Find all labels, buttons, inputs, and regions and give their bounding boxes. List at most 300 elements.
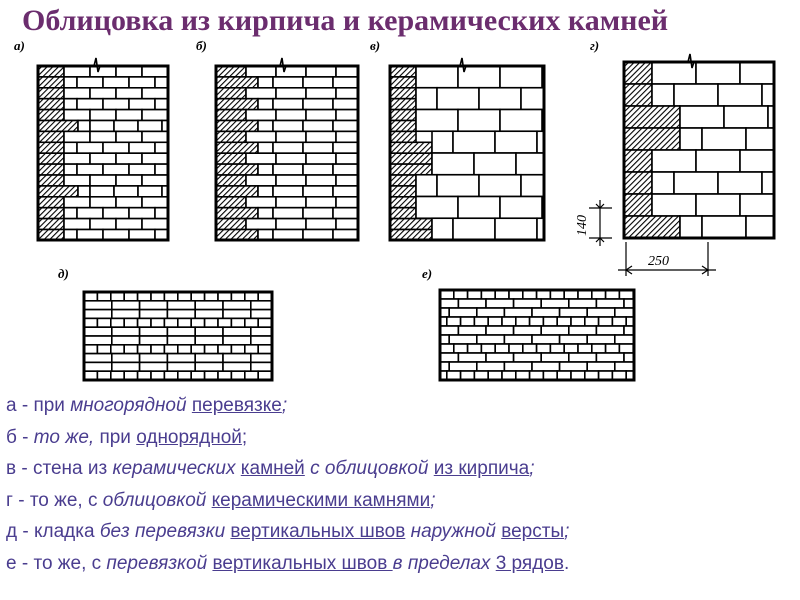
ceramic-stone	[652, 150, 696, 172]
hatched-facing-brick	[390, 153, 432, 164]
brick	[246, 153, 276, 164]
brick	[303, 142, 333, 153]
brick	[336, 131, 358, 142]
hatched-facing-brick	[216, 77, 258, 88]
hatched-facing-brick	[216, 208, 258, 219]
stretcher-brick	[195, 310, 223, 319]
stretcher-brick	[440, 353, 458, 362]
stretcher-brick	[477, 308, 505, 317]
brick	[142, 175, 168, 186]
brick	[246, 66, 276, 77]
hatched-facing-brick	[390, 175, 416, 186]
brick	[276, 197, 306, 208]
header-brick	[97, 345, 110, 354]
hatched-facing-brick	[38, 164, 64, 175]
brick	[116, 88, 142, 99]
hatched-facing-brick	[38, 131, 64, 142]
brick	[333, 186, 358, 197]
figure-label-v: в)	[370, 38, 381, 53]
brick	[78, 186, 90, 197]
brick	[116, 153, 142, 164]
ceramic-stone	[416, 110, 458, 132]
stretcher-brick	[587, 362, 615, 371]
brick	[306, 219, 336, 230]
brick	[64, 88, 90, 99]
stretcher-brick	[449, 335, 477, 344]
stretcher-brick	[251, 327, 272, 336]
header-brick	[218, 318, 231, 327]
ceramic-stone	[724, 106, 768, 128]
brick	[64, 142, 77, 153]
hatched-facing-brick	[216, 142, 258, 153]
brick	[103, 99, 129, 110]
brick	[303, 208, 333, 219]
brick	[77, 142, 103, 153]
brick	[306, 88, 336, 99]
header-brick	[84, 318, 97, 327]
stretcher-brick	[504, 335, 532, 344]
stretcher-brick	[541, 299, 569, 308]
header-brick	[218, 345, 231, 354]
hatched-facing-brick	[390, 77, 416, 88]
header-brick	[578, 344, 592, 353]
brick	[276, 219, 306, 230]
hatched-facing-brick	[390, 131, 416, 142]
stretcher-brick	[140, 354, 168, 363]
legend-text: б -	[6, 426, 34, 448]
header-brick	[447, 317, 461, 326]
stretcher-brick	[84, 362, 112, 371]
brick	[246, 219, 276, 230]
hatched-facing-brick	[216, 197, 246, 208]
ceramic-stone	[674, 84, 718, 106]
hatched-facing-brick	[216, 175, 246, 186]
brick	[333, 99, 358, 110]
brick	[142, 110, 168, 121]
brick	[64, 164, 77, 175]
stretcher-brick	[615, 362, 634, 371]
brick	[142, 219, 168, 230]
header-brick	[612, 317, 626, 326]
facade-e-bond-within-3-rows	[440, 290, 634, 380]
ceramic-stone	[416, 66, 458, 88]
brick	[138, 186, 162, 197]
legend-text: ;	[241, 426, 248, 448]
hatched-facing-brick	[390, 219, 432, 230]
hatched-facing-brick	[38, 66, 64, 77]
hatched-facing-brick	[38, 99, 64, 110]
hatched-facing-brick	[390, 88, 416, 99]
legend-text: ;	[281, 395, 288, 416]
legend-text: керамических	[112, 458, 236, 479]
ceramic-stone	[740, 150, 774, 172]
ceramic-stone	[432, 131, 453, 153]
brick	[142, 153, 168, 164]
brick	[303, 164, 333, 175]
stretcher-brick	[223, 327, 251, 336]
header-brick	[205, 318, 218, 327]
width-dimension	[618, 242, 716, 276]
header-brick	[245, 318, 258, 327]
stretcher-brick	[560, 308, 588, 317]
brick	[103, 142, 129, 153]
stretcher-brick	[541, 326, 569, 335]
legend-text: вертикальных швов	[212, 552, 393, 574]
ceramic-stone	[746, 216, 774, 238]
stretcher-brick	[112, 362, 140, 371]
header-brick	[258, 345, 271, 354]
brick	[258, 121, 273, 132]
brick	[246, 131, 276, 142]
wall-a-multirow-bond	[38, 58, 168, 240]
ceramic-stone	[652, 62, 696, 84]
brick	[64, 77, 77, 88]
brick	[77, 164, 103, 175]
header-brick	[205, 345, 218, 354]
stretcher-brick	[532, 335, 560, 344]
header-brick	[245, 345, 258, 354]
brick	[78, 121, 90, 132]
legend-item	[6, 485, 796, 517]
hatched-facing-brick	[390, 110, 416, 121]
brick	[246, 197, 276, 208]
hatched-facing-brick	[390, 66, 416, 77]
stretcher-brick	[477, 335, 505, 344]
stretcher-brick	[458, 299, 486, 308]
hatched-ceramic-facing	[624, 106, 680, 128]
brick	[276, 88, 306, 99]
brick	[129, 142, 155, 153]
stretcher-brick	[195, 327, 223, 336]
brick	[64, 99, 77, 110]
brick	[303, 186, 333, 197]
ceramic-stone	[453, 131, 495, 153]
brick	[333, 77, 358, 88]
brick	[246, 175, 276, 186]
legend-text: 3 рядов	[495, 552, 564, 574]
stretcher-brick	[458, 326, 486, 335]
stretcher-brick	[514, 353, 542, 362]
header-brick	[111, 318, 124, 327]
header-brick	[151, 318, 164, 327]
brick	[114, 186, 138, 197]
header-brick	[474, 317, 488, 326]
stretcher-brick	[458, 353, 486, 362]
header-brick	[461, 317, 475, 326]
brick	[103, 164, 129, 175]
brick	[273, 121, 303, 132]
stretcher-brick	[112, 310, 140, 319]
stretcher-brick	[167, 310, 195, 319]
ceramic-stone	[495, 131, 537, 153]
brick	[258, 208, 273, 219]
legend-text: в пределах	[392, 552, 491, 574]
hatched-facing-brick	[216, 131, 246, 142]
brick	[129, 208, 155, 219]
ceramic-stone	[762, 84, 774, 106]
header-brick	[530, 317, 544, 326]
stretcher-brick	[560, 335, 588, 344]
header-brick	[178, 318, 191, 327]
ceramic-stone	[696, 194, 740, 216]
legend-text: многорядной	[70, 395, 187, 416]
header-brick	[231, 318, 244, 327]
stretcher-brick	[223, 354, 251, 363]
header-brick	[440, 344, 454, 353]
figure-label-g: г)	[590, 38, 600, 53]
stretcher-brick	[140, 310, 168, 319]
brick	[306, 153, 336, 164]
brick	[64, 131, 90, 142]
stretcher-brick	[504, 362, 532, 371]
stretcher-brick	[615, 335, 634, 344]
ceramic-stone	[521, 175, 544, 197]
stretcher-brick	[84, 336, 112, 345]
hatched-facing-brick	[216, 88, 246, 99]
brick	[77, 99, 103, 110]
ceramic-stone	[740, 194, 774, 216]
stretcher-brick	[84, 327, 112, 336]
brick	[155, 208, 168, 219]
hatched-facing-brick	[38, 208, 64, 219]
hatched-facing-brick	[38, 88, 64, 99]
legend-text: .	[563, 552, 570, 574]
legend-text: в - стена из	[6, 458, 113, 479]
ceramic-stone	[652, 194, 696, 216]
stretcher-brick	[477, 362, 505, 371]
height-dimension	[575, 200, 612, 246]
hatched-facing-brick	[216, 99, 258, 110]
brick	[303, 77, 333, 88]
brick	[116, 110, 142, 121]
header-brick	[191, 345, 204, 354]
ceramic-stone	[516, 153, 544, 175]
hatched-facing-brick	[216, 110, 246, 121]
ceramic-stone	[702, 216, 746, 238]
header-brick	[606, 344, 620, 353]
stretcher-brick	[195, 336, 223, 345]
brick	[306, 66, 336, 77]
stretcher-brick	[195, 354, 223, 363]
stretcher-brick	[140, 301, 168, 310]
hatched-facing-brick	[38, 110, 64, 121]
ceramic-stone	[696, 62, 740, 84]
brick	[64, 208, 77, 219]
header-brick	[138, 345, 151, 354]
stretcher-brick	[486, 326, 514, 335]
legend-text: перевязке	[191, 395, 282, 416]
header-brick	[124, 318, 137, 327]
stretcher-brick	[112, 327, 140, 336]
legend-text: е - то же, с	[6, 552, 107, 574]
hatched-ceramic-facing	[624, 150, 652, 172]
stretcher-brick	[596, 353, 624, 362]
legend-text: ;	[430, 489, 436, 511]
ceramic-stone	[416, 175, 437, 197]
brick	[116, 131, 142, 142]
brick	[273, 208, 303, 219]
brick	[258, 164, 273, 175]
brick	[103, 208, 129, 219]
hatched-facing-brick	[216, 164, 258, 175]
legend-text: однорядной	[136, 426, 242, 448]
ceramic-stone	[652, 172, 674, 194]
hatched-ceramic-facing	[624, 84, 652, 106]
hatched-ceramic-facing	[624, 128, 680, 150]
ceramic-stone	[680, 128, 702, 150]
brick	[116, 175, 142, 186]
stretcher-brick	[84, 354, 112, 363]
hatched-facing-brick	[216, 186, 258, 197]
brick	[114, 121, 138, 132]
legend-item	[6, 422, 796, 454]
hatched-facing-brick	[216, 66, 246, 77]
brick	[258, 186, 273, 197]
header-brick	[231, 345, 244, 354]
stretcher-brick	[486, 353, 514, 362]
header-brick	[97, 318, 110, 327]
stretcher-brick	[569, 326, 597, 335]
legend-item	[6, 390, 796, 422]
ceramic-stone	[453, 218, 495, 240]
legend-item	[6, 548, 796, 580]
hatched-facing-brick	[38, 153, 64, 164]
brick	[103, 77, 129, 88]
header-brick	[599, 317, 613, 326]
hatched-facing-brick	[38, 77, 64, 88]
brick	[333, 142, 358, 153]
stretcher-brick	[223, 301, 251, 310]
header-brick	[164, 345, 177, 354]
brick	[336, 66, 358, 77]
wall-v-ceramic-stones-brick-facing	[390, 58, 544, 240]
ceramic-stone	[702, 128, 746, 150]
legend-text: версты	[501, 521, 565, 542]
hatched-facing-brick	[216, 153, 246, 164]
ceramic-stone	[432, 218, 453, 240]
brick	[336, 153, 358, 164]
brick	[64, 197, 90, 208]
stretcher-brick	[532, 308, 560, 317]
facade-d-no-vertical-bond	[84, 292, 272, 380]
stretcher-brick	[532, 362, 560, 371]
brick	[64, 175, 90, 186]
stretcher-brick	[140, 327, 168, 336]
brick	[129, 99, 155, 110]
hatched-facing-brick	[390, 197, 416, 208]
stretcher-brick	[449, 308, 477, 317]
ceramic-stone	[437, 175, 479, 197]
hatched-facing-brick	[38, 142, 64, 153]
header-brick	[557, 317, 571, 326]
stretcher-brick	[440, 299, 458, 308]
stretcher-brick	[541, 353, 569, 362]
legend-text: д - кладка	[6, 521, 100, 542]
legend-text: из кирпича	[433, 458, 530, 479]
figure-label-e: е)	[422, 266, 433, 281]
brick	[142, 197, 168, 208]
header-brick	[543, 317, 557, 326]
brick	[246, 88, 276, 99]
brick	[138, 121, 162, 132]
brick	[155, 77, 168, 88]
brick	[336, 88, 358, 99]
stretcher-brick	[223, 362, 251, 371]
stretcher-brick	[251, 362, 272, 371]
brick	[129, 164, 155, 175]
brick	[142, 66, 168, 77]
header-brick	[454, 344, 468, 353]
hatched-facing-brick	[390, 121, 416, 132]
brick	[336, 110, 358, 121]
ceramic-stone	[718, 172, 762, 194]
brick	[258, 142, 273, 153]
ceramic-stone	[416, 197, 458, 219]
ceramic-stone	[762, 172, 774, 194]
ceramic-stone	[495, 218, 537, 240]
ceramic-stone	[680, 106, 724, 128]
hatched-facing-brick	[216, 219, 246, 230]
stretcher-brick	[587, 335, 615, 344]
brick	[64, 219, 90, 230]
stretcher-brick	[112, 354, 140, 363]
brick	[77, 208, 103, 219]
brick	[90, 110, 116, 121]
legend-text: г - то же, с	[6, 489, 103, 511]
stretcher-brick	[195, 301, 223, 310]
brick	[90, 131, 116, 142]
header-brick	[495, 344, 509, 353]
legend-text: без перевязки	[99, 521, 226, 542]
legend-text: ;	[564, 521, 570, 542]
header-brick	[550, 344, 564, 353]
brick	[64, 110, 90, 121]
header-brick	[481, 344, 495, 353]
header-brick	[564, 344, 578, 353]
figure-label-b: б)	[196, 38, 207, 53]
brick	[273, 142, 303, 153]
brick	[90, 88, 116, 99]
stretcher-brick	[112, 336, 140, 345]
stretcher-brick	[195, 362, 223, 371]
header-brick	[488, 317, 502, 326]
legend-item	[6, 453, 796, 485]
brick	[333, 208, 358, 219]
brick	[155, 99, 168, 110]
header-brick	[523, 344, 537, 353]
brick	[306, 110, 336, 121]
stretcher-brick	[569, 299, 597, 308]
stretcher-brick	[251, 336, 272, 345]
legend-text: камней	[240, 458, 305, 479]
header-brick	[151, 345, 164, 354]
legend-text: наружной	[410, 521, 496, 542]
stretcher-brick	[504, 308, 532, 317]
brick	[276, 110, 306, 121]
stretcher-brick	[251, 354, 272, 363]
ceramic-stone	[740, 62, 774, 84]
brick	[90, 186, 114, 197]
stretcher-brick	[84, 301, 112, 310]
brick	[303, 121, 333, 132]
hatched-facing-brick	[38, 175, 64, 186]
stretcher-brick	[84, 310, 112, 319]
hatched-facing-brick	[390, 142, 432, 153]
legend-text: вертикальных швов	[230, 521, 406, 542]
brick	[116, 197, 142, 208]
hatched-facing-brick	[390, 186, 416, 197]
header-brick	[509, 344, 523, 353]
